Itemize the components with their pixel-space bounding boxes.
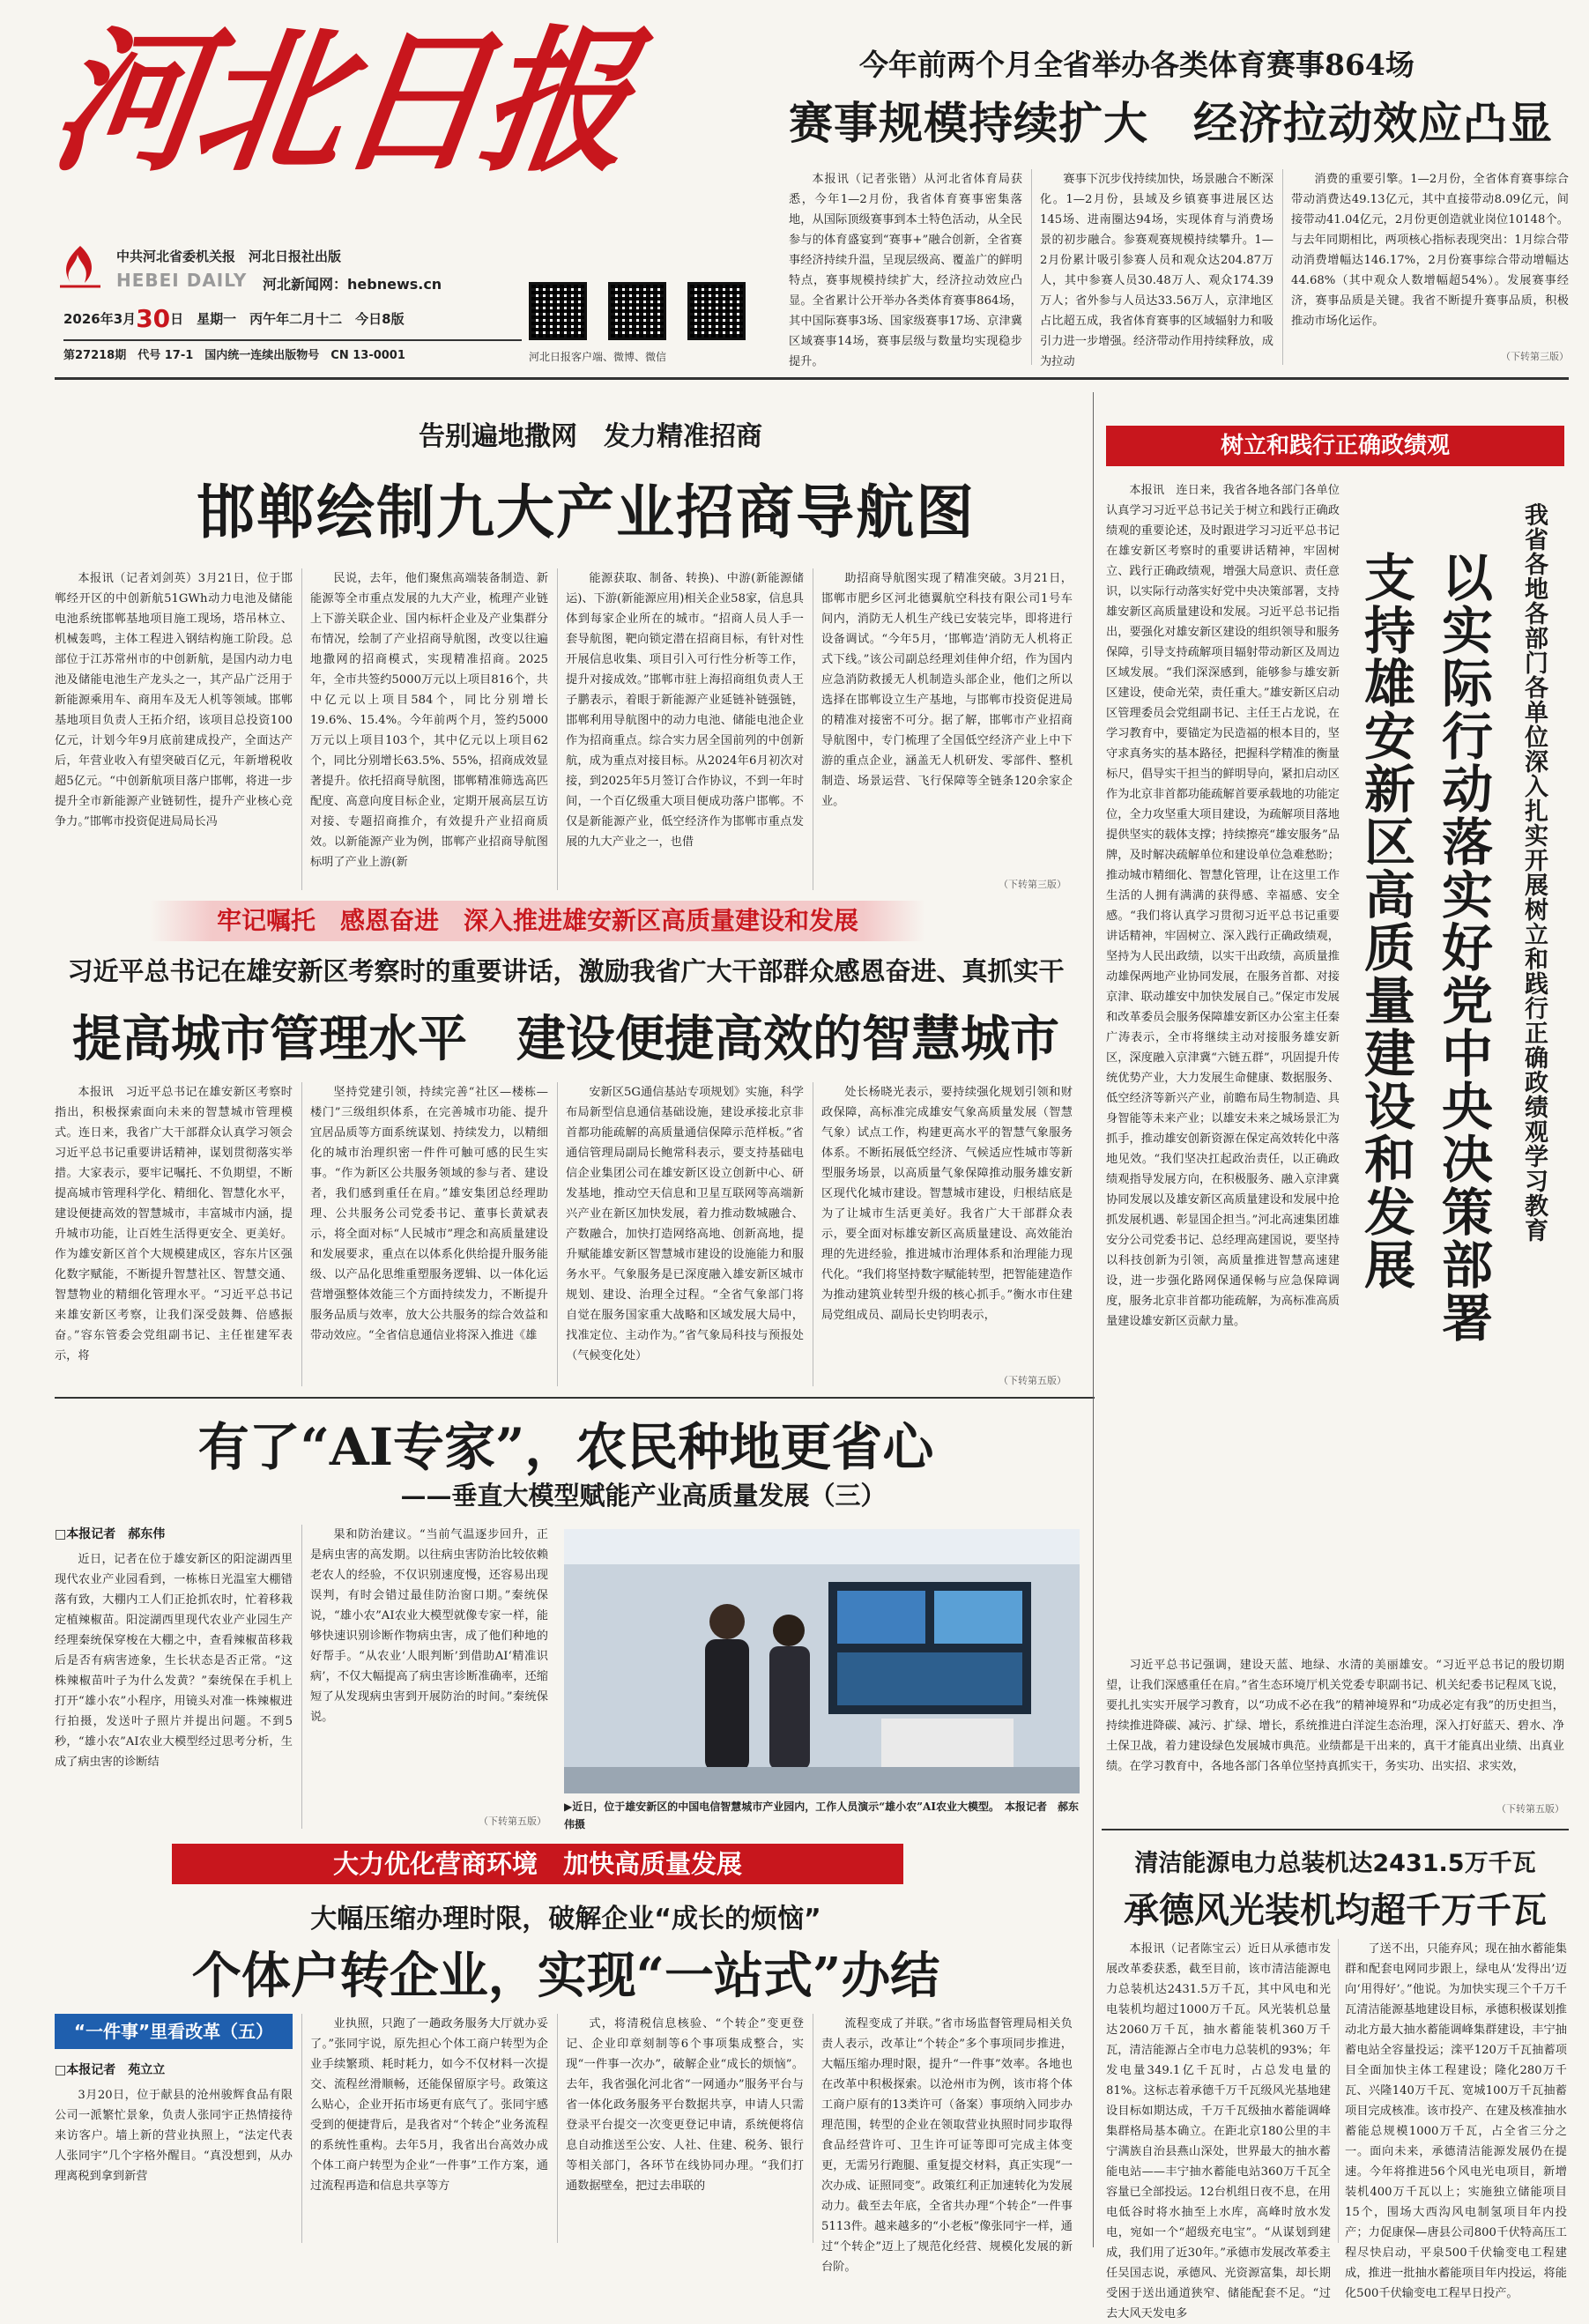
col-divider	[557, 568, 558, 890]
date-line	[63, 304, 522, 333]
xiongan-city-continued[interactable]: （下转第五版）	[999, 1375, 1066, 1386]
col-divider	[1031, 169, 1032, 365]
chengde-kicker: 清洁能源电力总装机达2431.5万千瓦	[1134, 1850, 1536, 1877]
top-story-headline: 赛事规模持续扩大 经济拉动效应凸显	[789, 97, 1553, 149]
zhengji-continued[interactable]: （下转第五版）	[1496, 1803, 1564, 1815]
col-divider	[1338, 1939, 1339, 2243]
top-story-col2: 赛事下沉步伐持续加快，场景融合不断深化。1—2月份，县域及乡镇赛事进展区达145场、进南圈达94场，实现体育与消费场景的初步融合。参赛观赛规模持续攀升。1—2月份累计吸引参赛人员和观众达204.87万人，其中参赛人员30.48万人、观众174.39万人；省外参与人员达33.56万人，京津地区占比超五成，我省体育赛事的区域辐射力和吸引力进一步增强。经济带动作用持续释放，成为拉动	[1040, 173, 1273, 368]
chengde-col2: 了送不出，只能弃风；现在抽水蓄能集群和配套电网同步跟上，绿电从‘发得出’迈向‘用得好’。”他说。为加快实现三个千万千瓦清洁能源基地建设目标，承德积极谋划推动北方最大抽水蓄能调峰集群建设，丰宁抽蓄电站全容量投运；滦平120万千瓦抽蓄项目全面加快主体工程建设；隆化280万千瓦、兴隆140万千瓦、宽城100万千瓦抽蓄项目完成核准。该市投产、在建及核准抽水蓄能总规模1000万千瓦，占全省三分之一。面向未来，承德清洁能源发展仍在提速。今年将推进56个风电光电项目，新增装机400万千瓦以上；实施独立储能项目15个，围场大西沟风电制氢项目年内投产；力促康保—唐县公司800千伏特高压工程尽快启动，平泉500千伏输变电工程建成，推进一批抽水蓄能项目年内投运，将能化500千伏输变电工程早日投产。	[1345, 1942, 1567, 2300]
top-story-col3: 消费的重要引擎。1—2月份，全省体育赛事综合带动消费达49.13亿元，其中直接带动8.09亿元，间接带动41.04亿元，2月份更创造就业岗位10148个。与去年同期相比，两项核心指标表现突出：1月综合带动消费增幅达146.17%，2月份赛事综合带动增幅达44.68%（其中观众人数增幅超54%）。发展赛事经济，赛事品质是关键。我省不断提升赛事品质，积极推动市场化运作。	[1291, 173, 1569, 328]
zhengji-kicker-vertical: 我省各地各部门各单位深入扎实开展树立和践行正确政绩观学习教育	[1520, 502, 1548, 1243]
english-name: HEBEI DAILY	[116, 270, 248, 291]
date-prefix: 2026年3月	[63, 311, 137, 327]
zhengji-banner-text: 树立和践行正确政绩观	[1220, 433, 1450, 459]
col-divider	[301, 1525, 302, 1829]
masthead-logo	[41, 10, 724, 193]
handan-col1: 本报讯（记者刘剑英）3月21日，位于邯郸经开区的中创新航51GWh动力电池及储能电池系统邯郸基地项目施工现场，塔吊林立、机械轰鸣，主体工程进入钢结构施工阶段。总部位于江苏常州市的中创新航，是国内动力电池及储能电池生产龙头之一，其产品广泛用于新能源乘用车、商用车及无人机等领域。邯郸基地项目负责人王拓介绍，该项目总投资100亿元，计划今年9月底前建成投产，全面达产后，年营业收入有望突破百亿元，年新增税收超5亿元。“中创新航项目落户邯郸，将进一步提升全市新能源产业链韧性，提升产业核心竞争力。”邯郸市投资促进局局长冯	[55, 572, 293, 828]
ai-headline: 有了“AI专家”，农民种地更省心	[197, 1417, 934, 1477]
chengde-headline: 承德风光装机均超千万千瓦	[1124, 1890, 1547, 1931]
col-divider	[301, 2014, 302, 2243]
sidebar-divider	[1093, 392, 1094, 2247]
issue-line: 第27218期 代号 17-1 国内统一连续出版物号 CN 13-0001	[63, 349, 405, 362]
top-story-continued[interactable]: （下转第三版）	[1501, 351, 1569, 362]
date-day: 30	[136, 304, 171, 333]
top-section-rule	[55, 377, 1569, 380]
ai-continued[interactable]: （下转第五版）	[479, 1815, 546, 1827]
ai-col1: 近日，记者在位于雄安新区的阳淀湖西里现代农业产业园看到，一栋栋日光温室大棚错落有致，大棚内工人们正抢抓农时，忙着移栽定植辣椒苗。阳淀湖西里现代农业产业园生产经理秦统保穿梭在大棚之中，查看辣椒苗移栽后是否有病害迹象，生长状态是否正常。“这株辣椒苗叶子为什么发黄？”秦统保在手机上打开“雄小农”小程序，用镜头对准一株辣椒进行拍摄，发送叶子照片并提出问题。不到5秒，“雄小农”AI农业大模型经过思考分析，生成了病虫害的诊断结	[55, 1553, 293, 1769]
xiongan-city-col4: 处长杨晓光表示，要持续强化规划引领和财政保障，高标准完成雄安气象高质量发展（智慧气象）试点工作，构建更高水平的智慧气象服务体系。不断拓展低空经济、气候适应性城市等新型服务场景，以高质量气象保障推动服务雄安新区现代化城市建设。智慧城市建设，归根结底是为了让城市生活更美好。我省广大干部群众表示，要全面对标雄安新区高质量建设、高效能治理的先进经验，推进城市治理体系和治理能力现代化。“我们将坚持数字赋能转型，把智能建造作为推动建筑业转型升级的核心抓手。”衡水市住建局党组成员、副局长史钧明表示，	[821, 1086, 1073, 1322]
sidebar-section-rule	[1102, 1829, 1569, 1830]
xiongan-city-col3: 安新区5G通信基站专项规划》实施，科学布局新型信息通信基础设施，建设承接北京非首都功能疏解的高质量通信保障示范样板。”省通信管理局副局长鲍常科表示，要支持基础电信企业集团公司在雄安新区设立创新中心、研发基地，推动空天信息和卫星互联网等高端新兴产业在新区加快发展，着力推动数城融合、产数融合，加快打造网络高地、创新高地，提升赋能雄安新区智慧城市建设的设施能力和服务水平。气象服务是已深度融入雄安新区城市规划、建设、治理全过程。“全省气象部门将自觉在服务国家重大战略和区域发展大局中，找准定位、主动作为。”省气象局科技与预报处（气候变化处）	[566, 1086, 804, 1362]
masthead-logo-text: 河北日报	[41, 10, 639, 193]
chengde-col1: 本报讯（记者陈宝云）近日从承德市发展改革委获悉，截至目前，该市清洁能源电力总装机达2431.5万千瓦，其中风电和光电装机均超过1000万千瓦。风光装机总量达2060万千瓦，抽水蓄能装机360万千瓦，清洁能源占全市电力总装机的93%；年发电量349.1亿千瓦时，占总发电量的81%。这标志着承德千万千瓦级风光基地建设目标如期达成，千万千瓦级抽水蓄能调峰集群格局基本确立。在距北京180公里的丰宁满族自治县燕山深处，世界最大的抽水蓄能电站——丰宁抽水蓄能电站360万千瓦全容量已全部投运。12台机组日夜不息，在用电低谷时将水抽至上水库，高峰时放水发电，宛如一个“超级充电宝”。“从谋划到建成，我们用了近30年。”承德市发展改革委主任吴国志说，承德风、光资源富集，却长期受困于送出通道狭窄、储能配套不足。“过去大风天发电多	[1106, 1942, 1331, 2320]
xiongan-city-col1: 本报讯 习近平总书记在雄安新区考察时指出，积极探索面向未来的智慧城市管理模式。连日来，我省广大干部群众认真学习领会习近平总书记重要讲话精神，谋划贯彻落实举措。大家表示，要牢记嘱托、不负期望，不断提高城市管理科学化、精细化、智慧化水平，建设便捷高效的智慧城市，丰富城市内涵，提升城市功能，让百姓生活得更安全、更美好。作为雄安新区首个大规模建成区，容东片区强化数字赋能，不断提升智慧社区、智慧交通、智慧物业的精细化管理水平。“习近平总书记来雄安新区考察，让我们深受鼓舞、倍感振奋。”容东管委会党组副书记、主任崔建军表示，将	[55, 1086, 293, 1362]
handan-kicker: 告别遍地撒网 发力精准招商	[419, 421, 762, 452]
biz-col2: 业执照，只跑了一趟政务服务大厅就办妥了。”张同宇说，原先担心个体工商户转型为企业手续繁琐、耗时耗力，如今不仅材料一次提交、流程丝滑顺畅，还能保留原字号。政策这么贴心，企业开拓市场更有底气了。张同宇感受到的便捷背后，是我省对“个转企”业务流程的系统性重构。去年5月，我省出台高效办成个体工商户转型为企业“一件事”工作方案，通过流程再造和信息共享等方	[310, 2017, 548, 2193]
biz-col4: 流程变成了并联。”省市场监督管理局相关负责人表示，改革让“个转企”多个事项同步推进，大幅压缩办理时限，提升“一件事”效率。各地也在改革中积极探索。以沧州市为例，该市将个体工商户原有的13类许可（备案）事项纳入同步办理范围，转型的企业在领取营业执照时同步取得食品经营许可、卫生许可证等即可完成主体变更，无需另行跑腿、重复提交材料，真正实现“一次办成、证照同变”。政策红利正加速转化为发展动力。截至去年底，全省共办理“个转企”一件事5113件。越来越多的“小老板”像张同宇一样，通过“个转企”迈上了规范化经营、规模化发展的新台阶。	[821, 2017, 1073, 2274]
col-divider	[557, 2014, 558, 2243]
section-rule	[55, 1397, 1095, 1399]
zhengji-col-bottom: 习近平总书记强调，建设天蓝、地绿、水清的美丽雄安。“习近平总书记的殷切期望，让我们深感重任在肩。”省生态环境厅机关党委专职副书记、机关纪委书记程凤飞说，要扎扎实实开展学习教育，以“功成不必在我”的精神境界和“功成必定有我”的历史担当，持续推进降碳、减污、扩绿、增长，系统推进白洋淀生态治理，深入打好蓝天、碧水、净土保卫战，着力建设绿色发展城市典范。业绩都是干出来的，真干才能真出业绩、出真业绩。在学习教育中，各地各部门各单位坚持真抓实干，务实功、出实招、求实效，	[1106, 1659, 1564, 1773]
handan-continued[interactable]: （下转第三版）	[999, 879, 1066, 890]
biz-col3: 式，将清税信息核验、“个转企”变更登记、企业印章刻制等6个事项集成整合，实现“一件事一次办”，破解企业“成长的烦恼”。去年，我省强化河北省“一网通办”服务平台与省一体化政务服务平台数据共享，申请人只需登录平台提交一次变更登记申请，系统便将信息自动推送至公安、人社、住建、税务、银行等相关部门，各环节在线协同办理。“我们打通数据壁垒，把过去串联的	[566, 2017, 804, 2193]
xiongan-city-headline: 提高城市管理水平 建设便捷高效的智慧城市	[72, 1010, 1059, 1068]
qr-caption: 河北日报客户端、微博、微信	[529, 351, 667, 363]
xiongan-banner-text: 牢记嘱托 感恩奋进 深入推进雄安新区高质量建设和发展	[216, 906, 858, 935]
handan-col3: 能源获取、制备、转换)、中游(新能源储运)、下游(新能源应用)相关企业58家，信息具体到每家企业所在的城市。“招商人员人手一套导航图，靶向锁定潜在招商目标，有针对性开展信息收集、项目引入可行性分析等工作，提升对接成效。”邯郸市驻上海招商组负责人王子鹏表示，着眼于新能源产业延链补链强链，邯郸利用导航图中的动力电池、储能电池企业作为招商重点。综合实力居全国前列的中创新航，成为重点对接目标。从2024年6月初次对接，到2025年5月签订合作协议，不到一年时间，一个百亿级重大项目便成功落户邯郸。不仅是新能源产业，低空经济作为邯郸市重点发展的九大产业之一，也借	[566, 572, 804, 849]
biz-headline: 个体户转企业，实现“一站式”办结	[191, 1947, 940, 2005]
top-story-col1: 本报讯（记者张锴）从河北省体育局获悉，今年1—2月份，我省体育赛事密集落地，从国际顶级赛事到本土特色活动，从全民参与的体育盛宴到“赛事+”融合创新，全省赛事经济持续升温，呈现层级高、覆盖广的鲜明特点，赛事规模持续扩大，经济拉动效应凸显。全省累计公开举办各类体育赛事864场，其中国际赛事3场、国家级赛事17场、京津冀区域赛事14场，赛事层级与数量均实现稳步提升。	[789, 173, 1022, 368]
col-divider	[1282, 169, 1283, 365]
xiongan-banner	[150, 901, 925, 941]
ai-col2: 果和防治建议。“当前气温逐步回升，正是病虫害的高发期。以往病虫害防治比较依赖老农人的经验，不仅识别速度慢，还容易出现误判，有时会错过最佳防治窗口期。”秦统保说，“雄小农”AI农业大模型就像专家一样，能够快速识别诊断作物病虫害，成了他们种地的好帮手。“从农业‘人眼判断’到借助AI‘精准识病’，不仅大幅提高了病虫害诊断准确率，还缩短了从发现病虫害到开展防治的时间。”秦统保说。	[310, 1528, 548, 1724]
flame-emblem	[55, 242, 106, 290]
biz-series-tag-text: “一件事”里看改革（五）	[73, 2021, 274, 2042]
ai-subheadline: ——垂直大模型赋能产业高质量发展（三）	[400, 1481, 887, 1511]
zhengji-col-top: 本报讯 连日来，我省各地各部门各单位认真学习习近平总书记关于树立和践行正确政绩观的重要论述，及时跟进学习习近平总书记在雄安新区考察时的重要讲话精神，牢固树立、践行正确政绩观，增强大局意识、责任意识，以实际行动落实好党中央决策部署，支持雄安新区高质量建设和发展。习近平总书记指出，要强化对雄安新区建设的组织领导和服务保障，引导支持疏解项目辐射带动新区及周边区域发展。“我们深深感到，能够参与雄安新区建设，使命光荣，责任重大。”雄安新区启动区管理委员会党组副书记、主任王占龙说，在学习教育中，要锚定为民造福的根本目的，坚守求真务实的基本路径，把握科学精准的衡量标尺，倡导实干担当的鲜明导向，紧扣启动区作为北京非首都功能疏解首要承载地的功能定位，全力攻坚重大项目建设，为疏解项目落地提供坚实的载体支撑；持续擦亮“雄安服务”品牌，及时解决疏解单位和建设单位急难愁盼；推动城市精细化、智慧化管理，让在这里工作生活的人拥有满满的获得感、幸福感、安全感。“我们将认真学习贯彻习近平总书记重要讲话精神，牢固树立、深入践行正确政绩观，坚持为人民出政绩，以实干出政绩，高质量推动雄保两地产业协同发展，在服务首都、对接京津、联动雄安中加快发展自己。”保定市发展和改革委员会服务保障雄安新区办公室主任秦广涛表示，全市将继续主动对接服务雄安新区，深度融入京津冀“六链五群”，巩固提升传统优势产业，大力发展生命健康、数据服务、低空经济等新兴产业，前瞻布局生物制造、具身智能等未来产业；以雄安未来之城场景汇为抓手，推动雄安创新资源在保定高效转化中落地见效。“我们坚决扛起政治责任，以正确政绩观指导发展方向，在积极服务、融入京津冀协同发展以及雄安新区高质量建设和发展中抢抓发展机遇、彰显国企担当。”河北高速集团雄安分公司党委书记、总经理高建国说，要坚持以科技创新为引领，高质量推进智慧高速建设，进一步强化路网保通保畅与应急保障调度，服务北京非首都功能疏解，为高标准高质量建设雄安新区贡献力量。	[1106, 484, 1340, 1328]
zhengji-banner	[1106, 426, 1564, 466]
xiongan-city-col2: 坚持党建引领，持续完善“社区—楼栋—楼门”三级组织体系，在完善城市功能、提升宜居品质等方面系统谋划、持续发力，以精细化的城市治理织密一件件可触可感的民生实事。“作为新区公共服务领域的参与者、建设者，我们感到重任在肩。”雄安集团总经理助理、公共服务公司党委书记、董事长黄斌表示，将全面对标“人民城市”理念和高质量建设和发展要求，重点在以体系化供给提升服务能级、以产品化思维重塑服务逻辑、以一体化运营增强整体效能三个方面持续发力，不断提升服务品质与效率，放大公共服务的综合效益和带动效应。“全省信息通信业将深入推进《雄	[310, 1086, 548, 1342]
handan-headline: 邯郸绘制九大产业招商导航图	[197, 479, 976, 546]
ai-photo-illustration	[564, 1529, 1080, 1793]
biz-col1: 3月20日，位于献县的沧州骏辉食品有限公司一派繁忙景象，负责人张同宇正热情接待来访客户。墙上新的营业执照上，“法定代表人张同宇”几个字格外醒目。“真没想到，从办理离税到拿到新营	[55, 2089, 293, 2183]
website: 河北新闻网：hebnews.cn	[263, 276, 442, 293]
biz-series-tag	[55, 2014, 293, 2049]
top-story-kicker: 今年前两个月全省举办各类体育赛事864场	[859, 48, 1415, 82]
sponsor-line: 中共河北省委机关报 河北日报社出版	[116, 249, 342, 264]
business-banner	[172, 1844, 903, 1884]
ai-byline: □本报记者 郝东伟	[55, 1527, 166, 1541]
biz-kicker: 大幅压缩办理时限，破解企业“成长的烦恼”	[310, 1904, 821, 1934]
qr-code-weibo[interactable]	[608, 282, 666, 340]
business-banner-text: 大力优化营商环境 加快高质量发展	[332, 1849, 742, 1879]
handan-col4: 助招商导航图实现了精准突破。3月21日，邯郸市肥乡区河北德翼航空科技有限公司1号车间内，消防无人机生产线已安装完毕，即将进行设备调试。“今年5月，‘邯郸造’消防无人机将正式下线。”该公司副总经理刘佳伸介绍，作为国内应急消防救援无人机制造头部企业，他们之所以选择在邯郸设立生产基地，与邯郸市投资促进局的精准对接密不可分。据了解，邯郸市产业招商导航图中，专门梳理了全国低空经济产业上中下游的重点企业，涵盖无人机研发、零部件、整机制造、场景运营、飞行保障等全链条120余家企业。	[821, 572, 1073, 808]
col-divider	[557, 1082, 558, 1386]
xiongan-city-kicker: 习近平总书记在雄安新区考察时的重要讲话，激励我省广大干部群众感恩奋进、真抓实干	[67, 956, 1065, 986]
qr-code-app[interactable]	[529, 282, 587, 340]
ai-photo-caption: ▶近日，位于雄安新区的中国电信智慧城市产业园内，工作人员演示“雄小农”AI农业大模型。 本报记者 郝东伟摄	[564, 1801, 1079, 1830]
ai-photo[interactable]	[564, 1529, 1080, 1793]
zhengji-headline-vertical-2: 支持雄安新区高质量建设和发展	[1355, 551, 1415, 1291]
zhengji-headline-vertical-1: 以实际行动落实好党中央决策部署	[1433, 551, 1493, 1344]
col-divider	[301, 568, 302, 890]
biz-byline: □本报记者 苑立立	[55, 2063, 166, 2077]
handan-col2: 民说，去年，他们聚焦高端装备制造、新能源等全市重点发展的九大产业，梳理产业链上下游关联企业、国内标杆企业及产业集群分布情况，绘制了产业招商导航图，改变以往遍地撒网的招商模式，实现精准招商。2025年，全市共签约5000万元以上项目816个，共中亿元以上项目584个，同比分别增长19.6%、15.4%。今年前两个月，签约5000万元以上项目103个，其中亿元以上项目62个，同比分别增长63.5%、55%，招商成效显著提升。依托招商导航图，邯郸精准筛选高匹配度、高意向度目标企业，定期开展高层互访对接、专题招商推介，有效提升产业招商质效。以新能源产业为例，邯郸产业招商导航图标明了产业上游(新	[310, 572, 548, 869]
masthead-divider	[63, 339, 522, 341]
col-divider	[301, 1082, 302, 1386]
qr-code-wechat[interactable]	[687, 282, 746, 340]
date-suffix: 日 星期一 丙午年二月十二 今日8版	[170, 311, 405, 327]
